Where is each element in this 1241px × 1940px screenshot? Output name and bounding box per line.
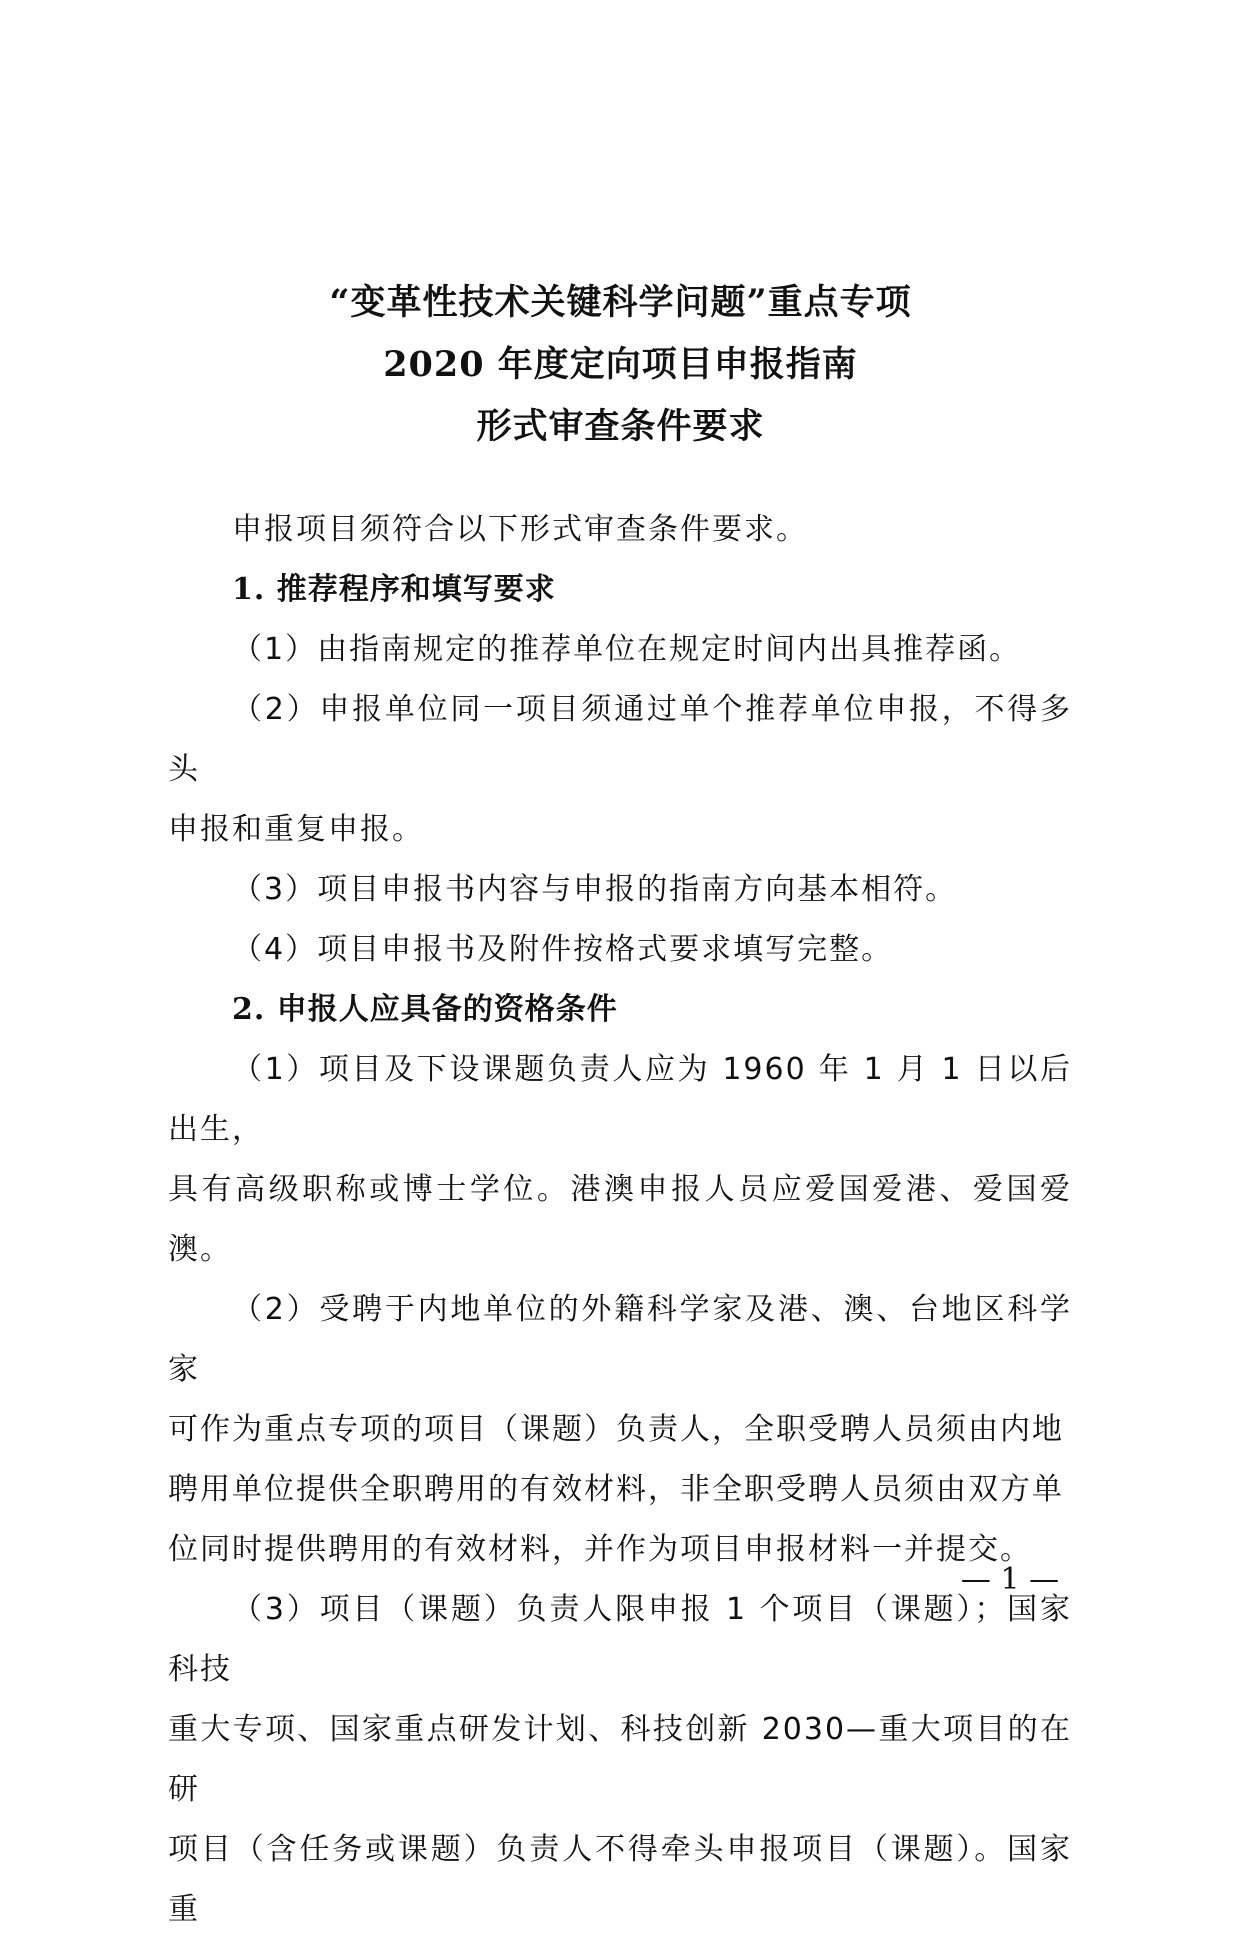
item-line: （3）项目申报书内容与申报的指南方向基本相符。 bbox=[232, 872, 958, 907]
item-line: （4）项目申报书及附件按格式要求填写完整。 bbox=[232, 932, 894, 967]
section-1-item-3 bbox=[168, 860, 1072, 920]
section-1-heading: 1. 推荐程序和填写要求 bbox=[232, 572, 556, 607]
item-line: 申报和重复申报。 bbox=[168, 812, 424, 847]
section-2-heading: 2. 申报人应具备的资格条件 bbox=[232, 992, 618, 1027]
document-body bbox=[168, 500, 1072, 1940]
item-line: 项目（含任务或课题）负责人不得牵头申报项目（课题）。国家重 bbox=[168, 1832, 1072, 1927]
intro-paragraph bbox=[168, 500, 1072, 560]
item-line: （2）申报单位同一项目须通过单个推荐单位申报，不得多头 bbox=[168, 692, 1072, 787]
title-line-2: 2020 年度定向项目申报指南 bbox=[383, 344, 858, 385]
section-1-item-4 bbox=[168, 920, 1072, 980]
item-line: （2）受聘于内地单位的外籍科学家及港、澳、台地区科学家 bbox=[168, 1292, 1072, 1387]
item-line: 可作为重点专项的项目（课题）负责人，全职受聘人员须由内地 bbox=[168, 1412, 1064, 1447]
section-2-item-2 bbox=[168, 1280, 1072, 1580]
section-1-item-1 bbox=[168, 620, 1072, 680]
item-line: （1）项目及下设课题负责人应为 1960 年 1 月 1 日以后出生， bbox=[168, 1052, 1072, 1147]
section-2-item-3 bbox=[168, 1580, 1072, 1940]
section-2-item-1 bbox=[168, 1040, 1072, 1280]
title-line-3: 形式审查条件要求 bbox=[476, 406, 765, 447]
item-line: 聘用单位提供全职聘用的有效材料，非全职受聘人员须由双方单 bbox=[168, 1472, 1064, 1507]
item-line: 具有高级职称或博士学位。港澳申报人员应爱国爱港、爱国爱澳。 bbox=[168, 1172, 1072, 1267]
document-title bbox=[0, 272, 1241, 458]
title-line-1: “变革性技术关键科学问题”重点专项 bbox=[329, 282, 912, 323]
item-line: 位同时提供聘用的有效材料，并作为项目申报材料一并提交。 bbox=[168, 1532, 1032, 1567]
item-line: （1）由指南规定的推荐单位在规定时间内出具推荐函。 bbox=[232, 632, 1022, 667]
item-line: （3）项目（课题）负责人限申报 1 个项目（课题）；国家科技 bbox=[168, 1592, 1072, 1687]
section-1-item-2 bbox=[168, 680, 1072, 860]
item-line: 重大专项、国家重点研发计划、科技创新 2030—重大项目的在研 bbox=[168, 1712, 1072, 1807]
intro-line: 申报项目须符合以下形式审查条件要求。 bbox=[232, 512, 808, 547]
page-number: — 1 — bbox=[960, 1562, 1060, 1597]
